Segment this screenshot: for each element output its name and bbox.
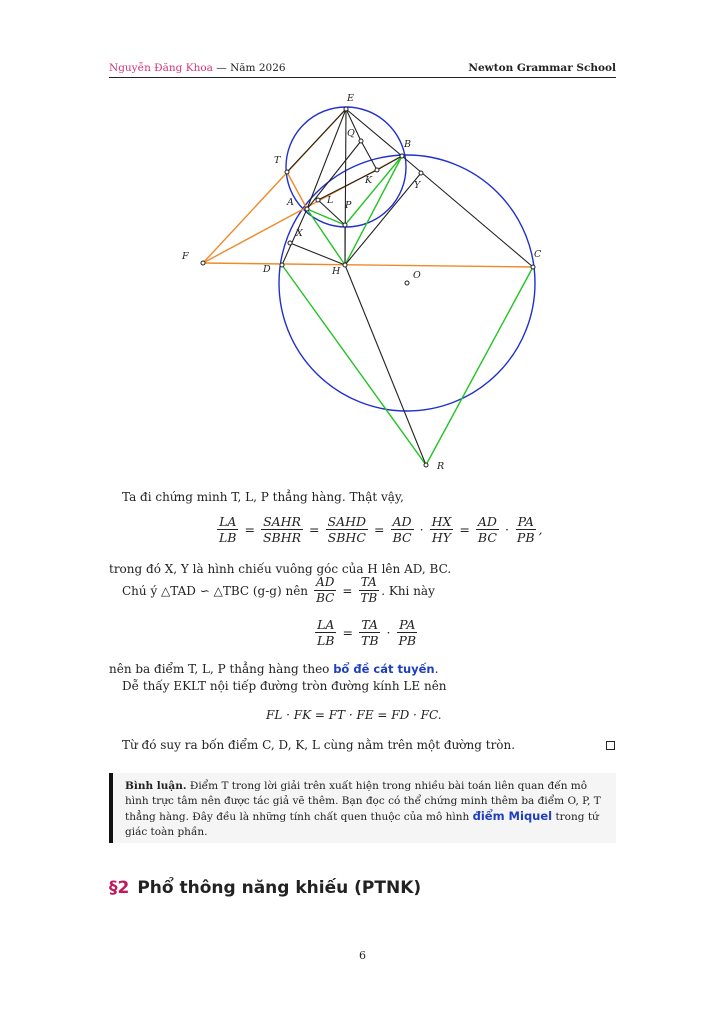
- label-F: F: [182, 251, 189, 262]
- header-separator: —: [212, 62, 231, 74]
- header-rule: [109, 77, 616, 78]
- geometry-figure: [0, 88, 725, 478]
- label-T: T: [274, 155, 281, 166]
- header-school: Newton Grammar School: [468, 62, 616, 74]
- label-C: C: [534, 249, 542, 260]
- section-number: §2: [109, 878, 130, 898]
- link-bo-de-cat-tuyen[interactable]: bổ đề cát tuyến: [333, 662, 435, 676]
- label-B: B: [404, 139, 411, 150]
- label-Y: Y: [414, 180, 421, 191]
- label-K: K: [365, 175, 373, 186]
- paragraph-2: trong đó X, Y là hình chiếu vuông góc của H lên AD, BC.: [109, 562, 452, 576]
- label-R: R: [437, 461, 445, 472]
- qed-box: [606, 741, 615, 750]
- label-Q: Q: [347, 128, 355, 139]
- paragraph-6: Từ đó suy ra bốn điểm C, D, K, L cùng nằm trên một đường tròn.: [122, 738, 516, 752]
- header-year: Năm 2026: [230, 62, 286, 74]
- remark-box: Bình luận. Điểm T trong lời giải trên xuất hiện trong nhiều bài toán liên quan đến mô hình trực tâm nên được tác giả vẽ thêm. Bạn đọc có thể chứng minh thêm ba điểm O, P, T thẳng hàng. Đây đều là những tính chất quen thuộc của mô hình điểm Miquel trong tứ giác toàn phần.: [109, 773, 616, 843]
- page-header: [109, 62, 616, 78]
- paragraph-5: Dễ thấy EKLT nội tiếp đường tròn đường kính LE nên: [122, 679, 447, 693]
- equation-2: $\frac{LA}{LB}$ = $\frac{TA}{TB}$ · $\frac{PA}{PB}$: [317, 617, 417, 648]
- header-author: Nguyễn Đăng Khoa: [109, 62, 213, 74]
- label-P: P: [345, 200, 352, 211]
- label-O: O: [413, 270, 421, 281]
- orange-lines: [203, 109, 533, 267]
- point-labels: [181, 93, 542, 472]
- equation-3: FL · FK = FT · FE = FD · FC.: [266, 708, 442, 722]
- label-D: D: [263, 264, 271, 275]
- paragraph-4: nên ba điểm T, L, P thẳng hàng theo bổ đề cát tuyến.: [109, 662, 439, 676]
- label-L: L: [327, 195, 334, 206]
- remark-title: Bình luận.: [125, 780, 187, 792]
- page-number: 6: [359, 949, 366, 962]
- link-diem-miquel[interactable]: điểm Miquel: [472, 809, 553, 823]
- section-heading: [109, 878, 421, 898]
- label-X: X: [296, 228, 303, 239]
- label-H: H: [332, 266, 341, 277]
- section-title: Phổ thông năng khiếu (PTNK): [137, 878, 422, 898]
- paragraph-3: Chú ý △TAD ∽ △TBC (g-g) nên $\frac{AD}{BC}$ = $\frac{TA}{TB}$ . Khi này: [122, 575, 435, 605]
- equation-1: $\frac{LA}{LB}$ = $\frac{\text{SAHR}}{\text{SBHR}}$ = $\frac{\text{SAHD}}{\text{SBHC}}$ = $\frac{AD}{BC}$ · $\frac{HX}{HY}$ = $\frac{AD}{BC}$ · $\frac{PA}{PB}$ ,: [219, 514, 543, 545]
- paragraph-1: Ta đi chứng minh T, L, P thẳng hàng. Thật vậy,: [122, 490, 404, 504]
- label-A: A: [287, 197, 294, 208]
- label-E: E: [347, 93, 354, 104]
